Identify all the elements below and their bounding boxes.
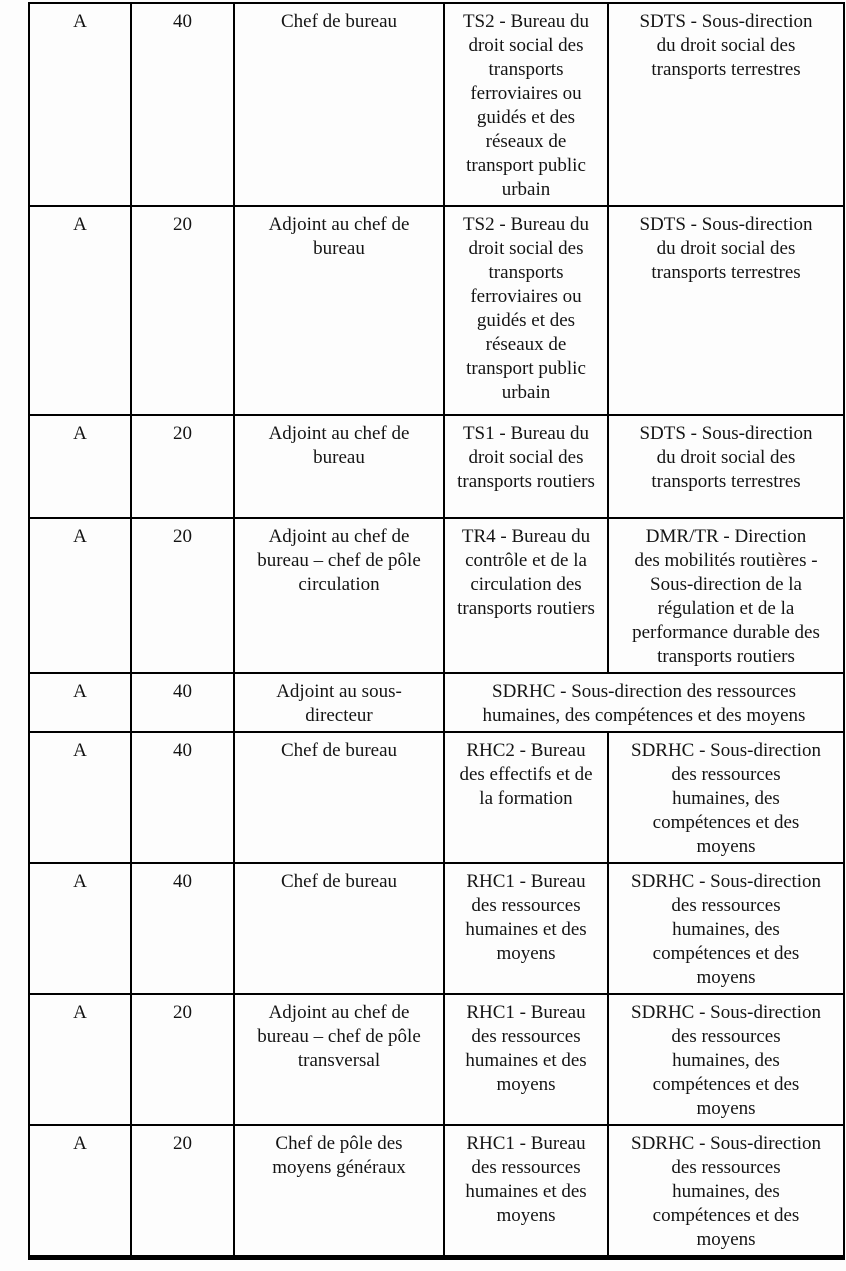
table-row	[29, 3, 844, 206]
cell-fonction: Adjoint au sous-directeur	[234, 673, 444, 732]
cell-direction: SDRHC - Sous-direction des ressources humaines, des compétences et des moyens	[608, 863, 844, 994]
cell-bureau: RHC1 - Bureau des ressources humaines et des moyens	[444, 1125, 608, 1258]
cell-points: 40	[131, 732, 234, 863]
cell-bureau: TS2 - Bureau du droit social des transports ferroviaires ou guidés et des réseaux de transport public urbain	[444, 206, 608, 415]
cell-categorie: A	[29, 415, 131, 518]
cell-categorie: A	[29, 994, 131, 1125]
cell-direction: SDTS - Sous-direction du droit social des transports terrestres	[608, 206, 844, 415]
cell-fonction: Adjoint au chef de bureau – chef de pôle circulation	[234, 518, 444, 673]
table-row	[29, 673, 844, 732]
table-row	[29, 206, 844, 415]
cell-bureau: TS1 - Bureau du droit social des transports routiers	[444, 415, 608, 518]
table-row	[29, 518, 844, 673]
cell-categorie: A	[29, 3, 131, 206]
cell-bureau-direction: SDRHC - Sous-direction des ressources humaines, des compétences et des moyens	[444, 673, 844, 732]
cell-categorie: A	[29, 863, 131, 994]
table-row	[29, 863, 844, 994]
cell-bureau: RHC1 - Bureau des ressources humaines et des moyens	[444, 994, 608, 1125]
cell-points: 20	[131, 206, 234, 415]
cell-direction: SDRHC - Sous-direction des ressources humaines, des compétences et des moyens	[608, 1125, 844, 1258]
cell-fonction: Chef de bureau	[234, 3, 444, 206]
cell-points: 20	[131, 994, 234, 1125]
cell-points: 20	[131, 518, 234, 673]
cell-bureau: TR4 - Bureau du contrôle et de la circulation des transports routiers	[444, 518, 608, 673]
cell-points: 40	[131, 863, 234, 994]
cell-bureau: TS2 - Bureau du droit social des transports ferroviaires ou guidés et des réseaux de transport public urbain	[444, 3, 608, 206]
cell-bureau: RHC2 - Bureau des effectifs et de la formation	[444, 732, 608, 863]
cell-categorie: A	[29, 1125, 131, 1258]
table-row	[29, 1125, 844, 1258]
table-row	[29, 994, 844, 1125]
cell-direction: SDRHC - Sous-direction des ressources humaines, des compétences et des moyens	[608, 732, 844, 863]
cell-direction: SDRHC - Sous-direction des ressources humaines, des compétences et des moyens	[608, 994, 844, 1125]
cell-direction: SDTS - Sous-direction du droit social des transports terrestres	[608, 415, 844, 518]
cell-categorie: A	[29, 206, 131, 415]
positions-table-body	[29, 3, 844, 1258]
cell-fonction: Adjoint au chef de bureau	[234, 415, 444, 518]
cell-fonction: Chef de bureau	[234, 732, 444, 863]
positions-table	[28, 2, 845, 1260]
cell-points: 20	[131, 415, 234, 518]
cell-bureau: RHC1 - Bureau des ressources humaines et des moyens	[444, 863, 608, 994]
cell-categorie: A	[29, 673, 131, 732]
cell-categorie: A	[29, 518, 131, 673]
cell-points: 40	[131, 3, 234, 206]
cell-categorie: A	[29, 732, 131, 863]
cell-fonction: Chef de bureau	[234, 863, 444, 994]
cell-points: 20	[131, 1125, 234, 1258]
cell-direction: DMR/TR - Direction des mobilités routières - Sous-direction de la régulation et de la performance durable des transports routiers	[608, 518, 844, 673]
cell-fonction: Adjoint au chef de bureau	[234, 206, 444, 415]
cell-direction: SDTS - Sous-direction du droit social des transports terrestres	[608, 3, 844, 206]
cell-points: 40	[131, 673, 234, 732]
cell-fonction: Chef de pôle des moyens généraux	[234, 1125, 444, 1258]
table-row	[29, 732, 844, 863]
table-row	[29, 415, 844, 518]
cell-fonction: Adjoint au chef de bureau – chef de pôle transversal	[234, 994, 444, 1125]
